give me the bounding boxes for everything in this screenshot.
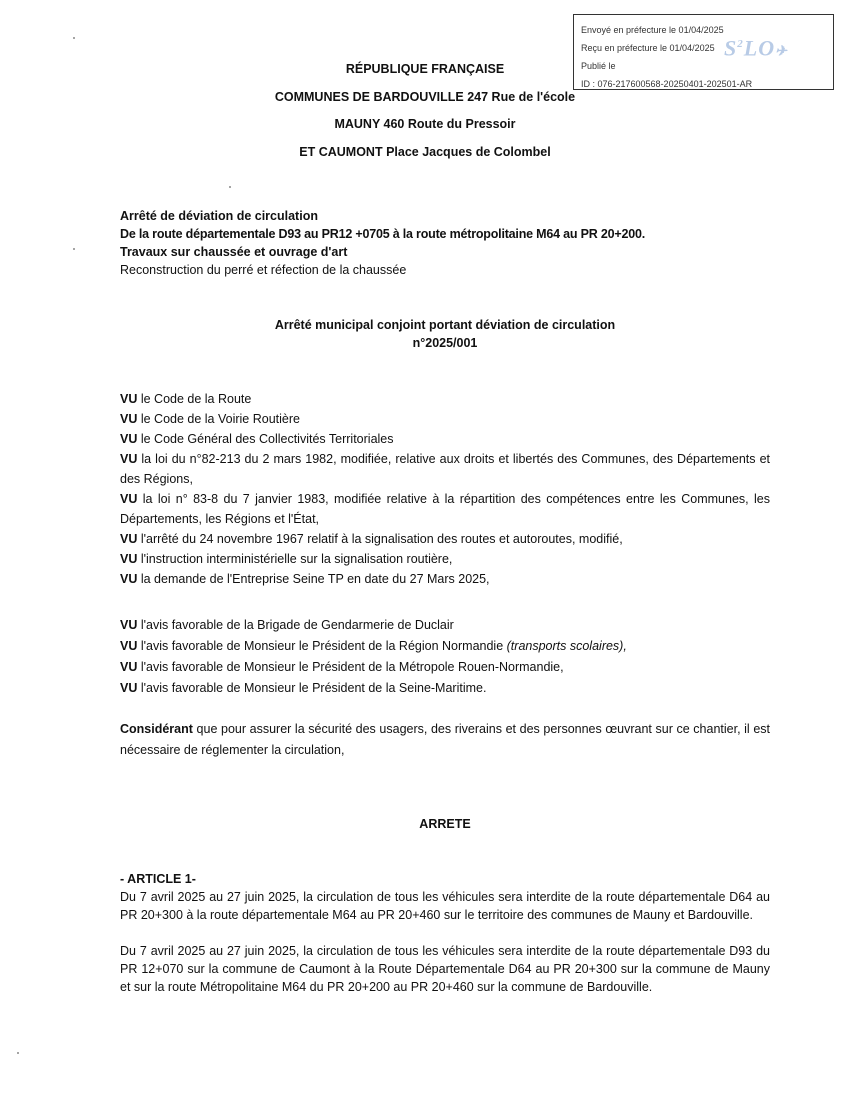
- article-1-title: - ARTICLE 1-: [120, 872, 196, 886]
- article-1: [120, 870, 770, 996]
- subject-line-3: Travaux sur chaussée et ouvrage d'art: [120, 245, 348, 259]
- stamp-recu: Reçu en préfecture le 01/04/2025: [581, 43, 715, 53]
- article-1-para-2: Du 7 avril 2025 au 27 juin 2025, la circulation de tous les véhicules sera interdite de la route départementale D93 du PR 12+070 sur la commune de Caumont à la Route Départementale D64 au PR 20+300 sur la commune de Mauny et sur la route Métropolitaine M64 du PR 20+200 au PR 20+460 sur la commune de Bardouville.: [120, 944, 770, 994]
- vu-list-1: [120, 389, 770, 589]
- subject-line-1: Arrêté de déviation de circulation: [120, 209, 318, 223]
- header-caumont: ET CAUMONT Place Jacques de Colombel: [299, 145, 551, 159]
- vu-item: VU l'avis favorable de Monsieur le Président de la Seine-Maritime.: [120, 681, 487, 695]
- subject-block: [120, 207, 770, 279]
- header-mauny: MAUNY 460 Route du Pressoir: [334, 117, 516, 131]
- vu-item: VU la loi du n°82-213 du 2 mars 1982, modifiée, relative aux droits et libertés des Communes, des Départements et des Régions,: [120, 452, 770, 486]
- scan-speck: [73, 37, 75, 39]
- scan-speck: [73, 248, 75, 250]
- vu-item: VU l'avis favorable de Monsieur le Président de la Métropole Rouen-Normandie,: [120, 660, 564, 674]
- vu-item: VU le Code de la Route: [120, 392, 252, 406]
- vu-item: VU la demande de l'Entreprise Seine TP en date du 27 Mars 2025,: [120, 572, 490, 586]
- prefecture-stamp: [573, 14, 834, 90]
- header-communes: COMMUNES DE BARDOUVILLE 247 Rue de l'école: [274, 90, 576, 104]
- vu-item: VU l'instruction interministérielle sur la signalisation routière,: [120, 552, 453, 566]
- vu-item: VU le Code de la Voirie Routière: [120, 412, 300, 426]
- scan-speck: [17, 1052, 19, 1054]
- stamp-id: ID : 076-217600568-20250401-202501-AR: [581, 79, 753, 89]
- decree-title-line-1: Arrêté municipal conjoint portant déviation de circulation: [274, 318, 616, 332]
- considerant-label: Considérant: [120, 722, 193, 736]
- vu-list-2: [120, 615, 770, 699]
- vu-item: VU l'avis favorable de Monsieur le Président de la Région Normandie (transports scolaires),: [120, 639, 627, 653]
- vu-item: VU la loi n° 83-8 du 7 janvier 1983, modifiée relative à la répartition des compétences entre les Communes, les Départements, les Régions et l'État,: [120, 492, 770, 526]
- subject-line-2: De la route départementale D93 au PR12 +0705 à la route métropolitaine M64 au PR 20+200.: [120, 227, 645, 241]
- s2lo-logo: $S^2LO✈$: [724, 35, 788, 61]
- article-1-para-1: Du 7 avril 2025 au 27 juin 2025, la circulation de tous les véhicules sera interdite de la route départementale D64 au PR 20+300 à la route départementale M64 au PR 20+460 sur le territoire des communes de Mauny et Bardouville.: [120, 890, 770, 922]
- stamp-envoye: Envoyé en préfecture le 01/04/2025: [581, 25, 724, 35]
- vu-item: VU l'avis favorable de la Brigade de Gendarmerie de Duclair: [120, 618, 454, 632]
- scan-speck: [229, 186, 231, 188]
- arrete-heading: ARRETE: [419, 817, 471, 831]
- vu-item: VU le Code Général des Collectivités Territoriales: [120, 432, 394, 446]
- vu-item: VU l'arrêté du 24 novembre 1967 relatif à la signalisation des routes et autoroutes, modifié,: [120, 532, 623, 546]
- subject-line-4: Reconstruction du perré et réfection de la chaussée: [120, 263, 407, 277]
- header-republique: RÉPUBLIQUE FRANÇAISE: [345, 62, 505, 76]
- stamp-publie: Publié le: [581, 61, 616, 71]
- decree-title: [120, 316, 770, 352]
- decree-number: n°2025/001: [412, 336, 478, 350]
- considerant-text: que pour assurer la sécurité des usagers, des riverains et des personnes œuvrant sur ce chantier, il est nécessaire de réglementer la circulation,: [120, 722, 770, 757]
- considerant-paragraph: [120, 719, 770, 761]
